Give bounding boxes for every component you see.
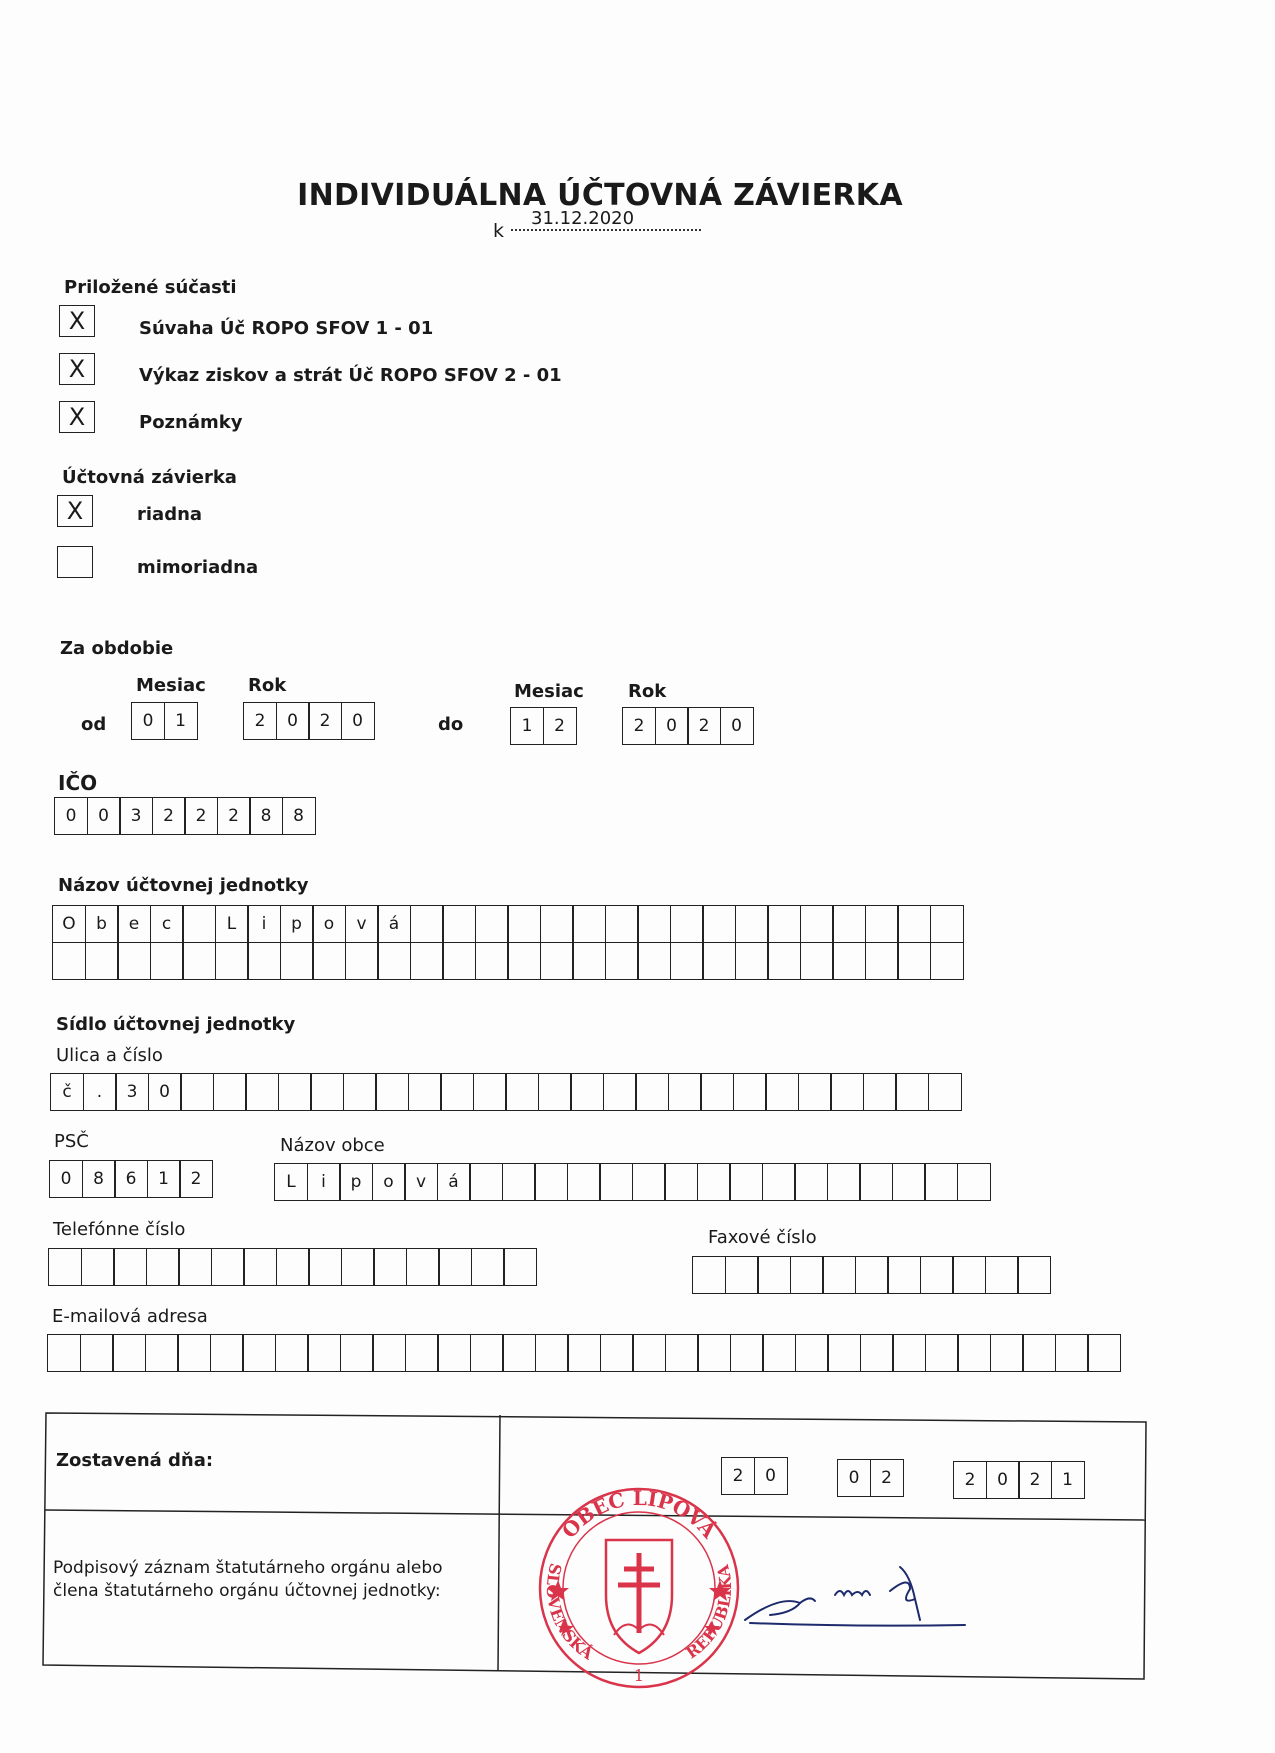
unit-name-cell[interactable]: b [85,905,119,943]
street-cell[interactable]: č [50,1073,84,1111]
address-heading: Sídlo účtovnej jednotky [56,1014,296,1035]
to-year-digit[interactable]: 2 [622,707,656,745]
statement-type-heading: Účtovná závierka [62,467,237,488]
ico-digit[interactable]: 2 [152,797,186,835]
unit-name-cell[interactable]: á [377,905,411,943]
ico-digit[interactable]: 8 [282,797,316,835]
from-month-label: Mesiac [136,675,206,696]
compiled-year-digit[interactable]: 1 [1051,1461,1085,1499]
signature-label-line-2: člena štatutárneho orgánu účtovnej jednotky: [53,1581,441,1601]
checkbox-vykaz[interactable]: X [59,353,95,385]
unit-name-cell[interactable]: L [215,905,249,943]
to-year-digit[interactable]: 0 [720,707,754,745]
compiled-year-cells [953,1461,1085,1499]
label-vykaz: Výkaz ziskov a strát Úč ROPO SFOV 2 - 01 [139,365,562,386]
from-year-digit[interactable]: 0 [276,702,310,740]
psc-digit[interactable]: 8 [82,1160,116,1198]
period-heading: Za obdobie [60,638,174,659]
handwritten-signature [740,1565,980,1635]
psc-label: PSČ [54,1131,89,1152]
ico-digit[interactable]: 2 [184,797,218,835]
unit-name-label: Názov účtovnej jednotky [58,875,309,896]
to-month-digit[interactable]: 2 [543,707,577,745]
from-label: od [81,714,107,735]
compiled-year-digit[interactable]: 2 [953,1461,987,1499]
stamp-text-right: REPUBLIKA [682,1563,736,1663]
attachments-heading: Priložené súčasti [64,277,237,298]
compiled-month-digit[interactable]: 0 [837,1459,871,1497]
unit-name-cell[interactable]: i [247,905,281,943]
ico-label: IČO [58,771,98,795]
city-cell[interactable]: L [274,1163,308,1201]
checkbox-poznamky[interactable]: X [59,401,95,433]
ico-digit[interactable]: 2 [217,797,251,835]
ico-digit[interactable]: 3 [119,797,153,835]
signature-label-line-1: Podpisový záznam štatutárneho orgánu alebo [53,1558,443,1578]
to-year-digit[interactable]: 2 [687,707,721,745]
compiled-day-digit[interactable]: 0 [754,1457,788,1495]
unit-name-cell[interactable]: c [150,905,184,943]
city-cell[interactable]: v [404,1163,438,1201]
from-year-digit[interactable]: 2 [243,702,277,740]
to-month-label: Mesiac [514,681,584,702]
document-title: INDIVIDUÁLNA ÚČTOVNÁ ZÁVIERKA [297,178,903,213]
city-cell[interactable]: á [437,1163,471,1201]
compiled-month-digit[interactable]: 2 [870,1459,904,1497]
to-year-label: Rok [628,681,667,702]
label-mimoriadna: mimoriadna [137,557,259,578]
phone-label: Telefónne číslo [53,1219,186,1240]
city-cell[interactable]: o [372,1163,406,1201]
psc-digit[interactable]: 1 [147,1160,181,1198]
street-label: Ulica a číslo [56,1045,163,1066]
date-prefix: k [493,220,505,242]
from-month-digit[interactable]: 0 [131,702,165,740]
to-month-digit[interactable]: 1 [510,707,544,745]
label-suvaha: Súvaha Úč ROPO SFOV 1 - 01 [139,318,434,339]
street-cell[interactable]: 3 [115,1073,149,1111]
ico-digit[interactable]: 0 [87,797,121,835]
unit-name-cell[interactable]: e [117,905,151,943]
city-cell[interactable]: p [339,1163,373,1201]
unit-name-cell[interactable]: o [312,905,346,943]
official-stamp [536,1485,742,1691]
from-year-digit[interactable]: 0 [341,702,375,740]
to-year-digit[interactable]: 0 [655,707,689,745]
unit-name-cell[interactable]: O [52,905,86,943]
checkbox-riadna[interactable]: X [57,495,93,527]
city-label: Názov obce [280,1135,385,1156]
street-cell[interactable]: . [83,1073,117,1111]
psc-digit[interactable]: 2 [179,1160,213,1198]
street-cell[interactable]: 0 [148,1073,182,1111]
compiled-year-digit[interactable]: 0 [986,1461,1020,1499]
psc-digit[interactable]: 0 [49,1160,83,1198]
ico-digit[interactable]: 8 [249,797,283,835]
compiled-month-cells [837,1459,904,1497]
date-value: 31.12.2020 [531,208,635,229]
stamp-text-left: SLOVENSKÁ [542,1561,597,1664]
compiled-date-label: Zostavená dňa: [56,1450,214,1471]
compiled-day-digit[interactable]: 2 [721,1457,755,1495]
compiled-year-digit[interactable]: 2 [1018,1461,1052,1499]
stamp-text-top: OBEC LIPOVÁ [556,1485,722,1543]
fax-label: Faxové číslo [708,1227,817,1248]
stamp-number: 1 [633,1666,645,1685]
unit-name-cell[interactable]: p [280,905,314,943]
unit-name-cell[interactable]: v [345,905,379,943]
checkbox-suvaha[interactable]: X [59,305,95,337]
label-riadna: riadna [137,504,203,525]
label-poznamky: Poznámky [139,412,243,433]
ico-digit[interactable]: 0 [54,797,88,835]
from-year-label: Rok [248,675,287,696]
email-label: E-mailová adresa [52,1306,208,1327]
to-label: do [438,714,464,735]
from-year-digit[interactable]: 2 [308,702,342,740]
psc-digit[interactable]: 6 [114,1160,148,1198]
from-month-digit[interactable]: 1 [164,702,198,740]
city-cell[interactable]: i [307,1163,341,1201]
